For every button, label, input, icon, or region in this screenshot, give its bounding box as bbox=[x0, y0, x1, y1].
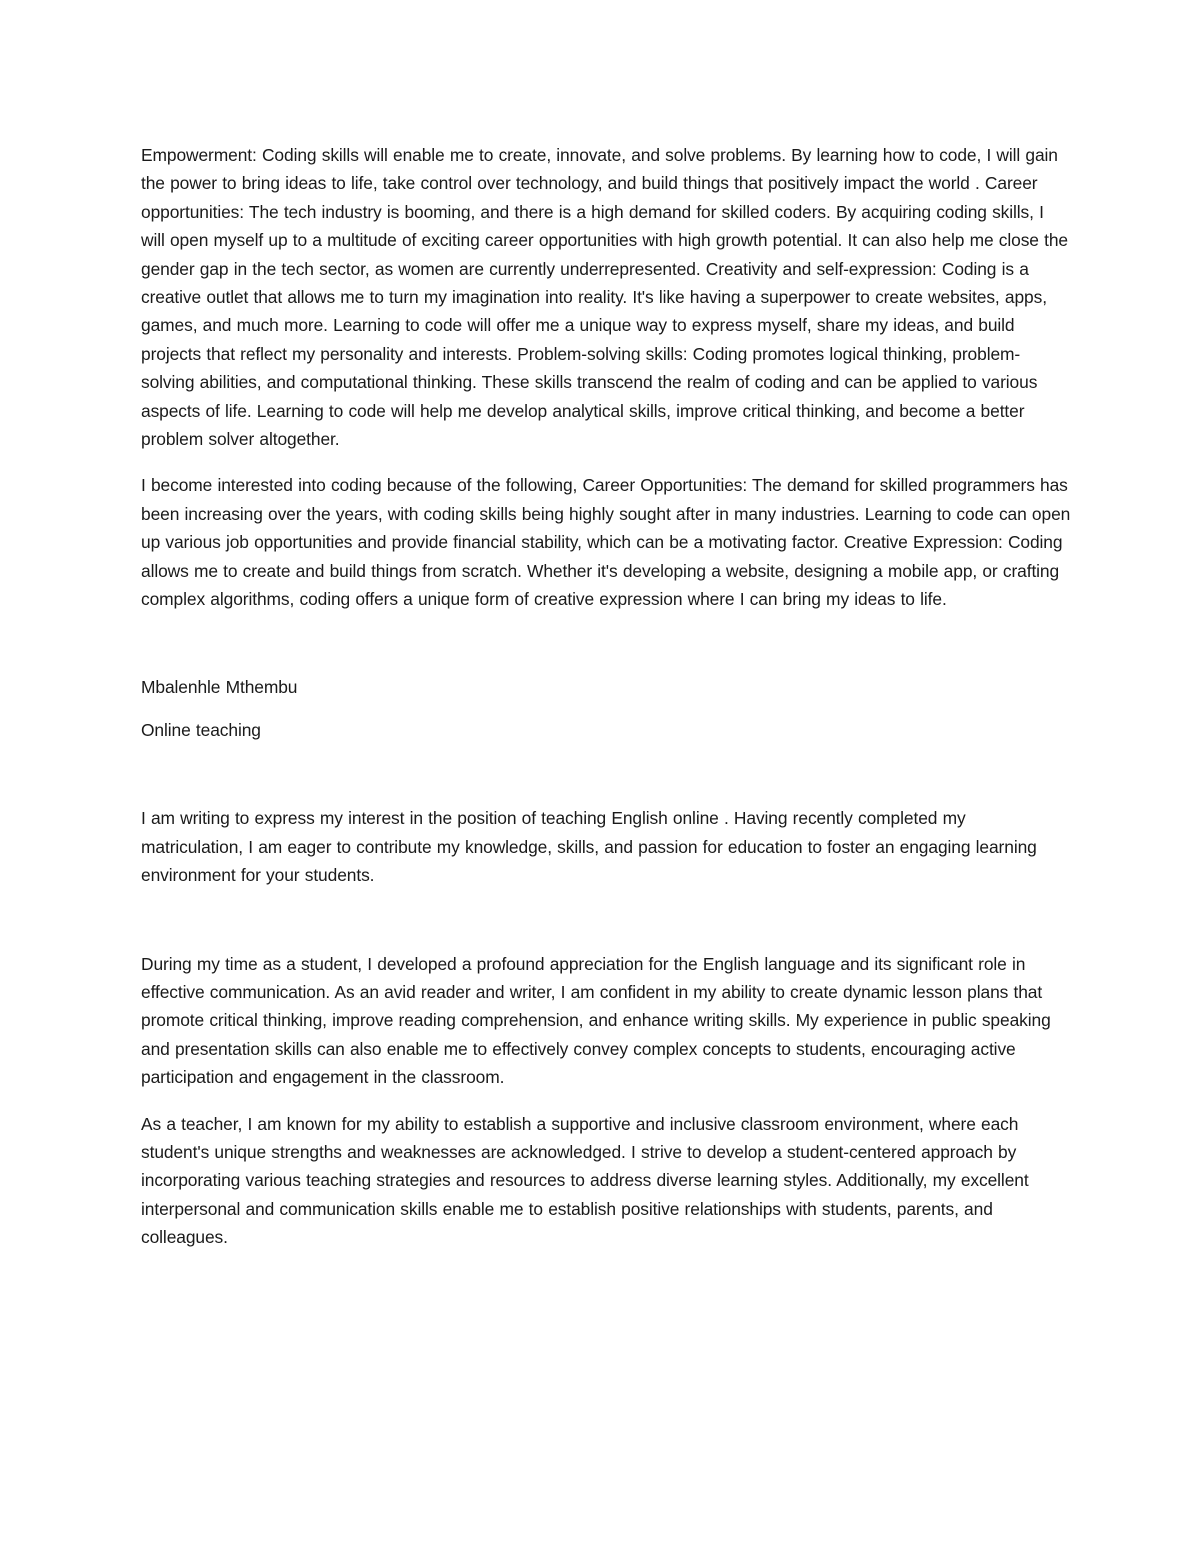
letter-paragraph-experience: During my time as a student, I developed a profound appreciation for the English language and its significant role in effective communication. As an avid reader and writer, I am confident in my ability to create dynamic lesson plans that promote critical thinking, improve reading comprehension, and enhance writing skills. My experience in public speaking and presentation skills can also enable me to effectively convey complex concepts to students, encouraging active participation and engagement in the classroom. bbox=[141, 953, 1051, 1088]
document-body bbox=[141, 141, 1071, 1252]
author-name: Mbalenhle Mthembu bbox=[141, 676, 298, 697]
letter-paragraph-teacher: As a teacher, I am known for my ability to establish a supportive and inclusive classroom environment, where each student's unique strengths and weaknesses are acknowledged. I strive to develop a student-centered approach by incorporating various teaching strategies and resources to address diverse learning styles. Additionally, my excellent interpersonal and communication skills enable me to establish positive relationships with students, parents, and colleagues. bbox=[141, 1113, 1029, 1248]
letter-paragraph-intro: I am writing to express my interest in the position of teaching English online . Having recently completed my matriculation, I am eager to contribute my knowledge, skills, and passion for education to foster an engaging learning environment for your students. bbox=[141, 808, 1037, 886]
paragraph-coding-interest: I become interested into coding because of the following, Career Opportunities: The demand for skilled programmers has been increasing over the years, with coding skills being highly sought after in many industries. Learning to code can open up various job opportunities and provide financial stability, which can be a motivating factor. Creative Expression: Coding allows me to create and build things from scratch. Whether it's developing a website, designing a mobile app, or crafting complex algorithms, coding offers a unique form of creative expression where I can bring my ideas to life. bbox=[141, 475, 1071, 610]
paragraph-empowerment: Empowerment: Coding skills will enable me to create, innovate, and solve problems. By learning how to code, I will gain the power to bring ideas to life, take control over technology, and build things that positively impact the world . Career opportunities: The tech industry is booming, and there is a high demand for skilled coders. By acquiring coding skills, I will open myself up to a multitude of exciting career opportunities with high growth potential. It can also help me close the gender gap in the tech sector, as women are currently underrepresented. Creativity and self-expression: Coding is a creative outlet that allows me to turn my imagination into reality. It's like having a superpower to create websites, apps, games, and much more. Learning to code will offer me a unique way to express myself, share my ideas, and build projects that reflect my personality and interests. Problem-solving skills: Coding promotes logical thinking, problem-solving abilities, and computational thinking. These skills transcend the realm of coding and can be applied to various aspects of life. Learning to code will help me develop analytical skills, improve critical thinking, and become a better problem solver altogether. bbox=[141, 145, 1068, 450]
subject-line: Online teaching bbox=[141, 719, 261, 740]
